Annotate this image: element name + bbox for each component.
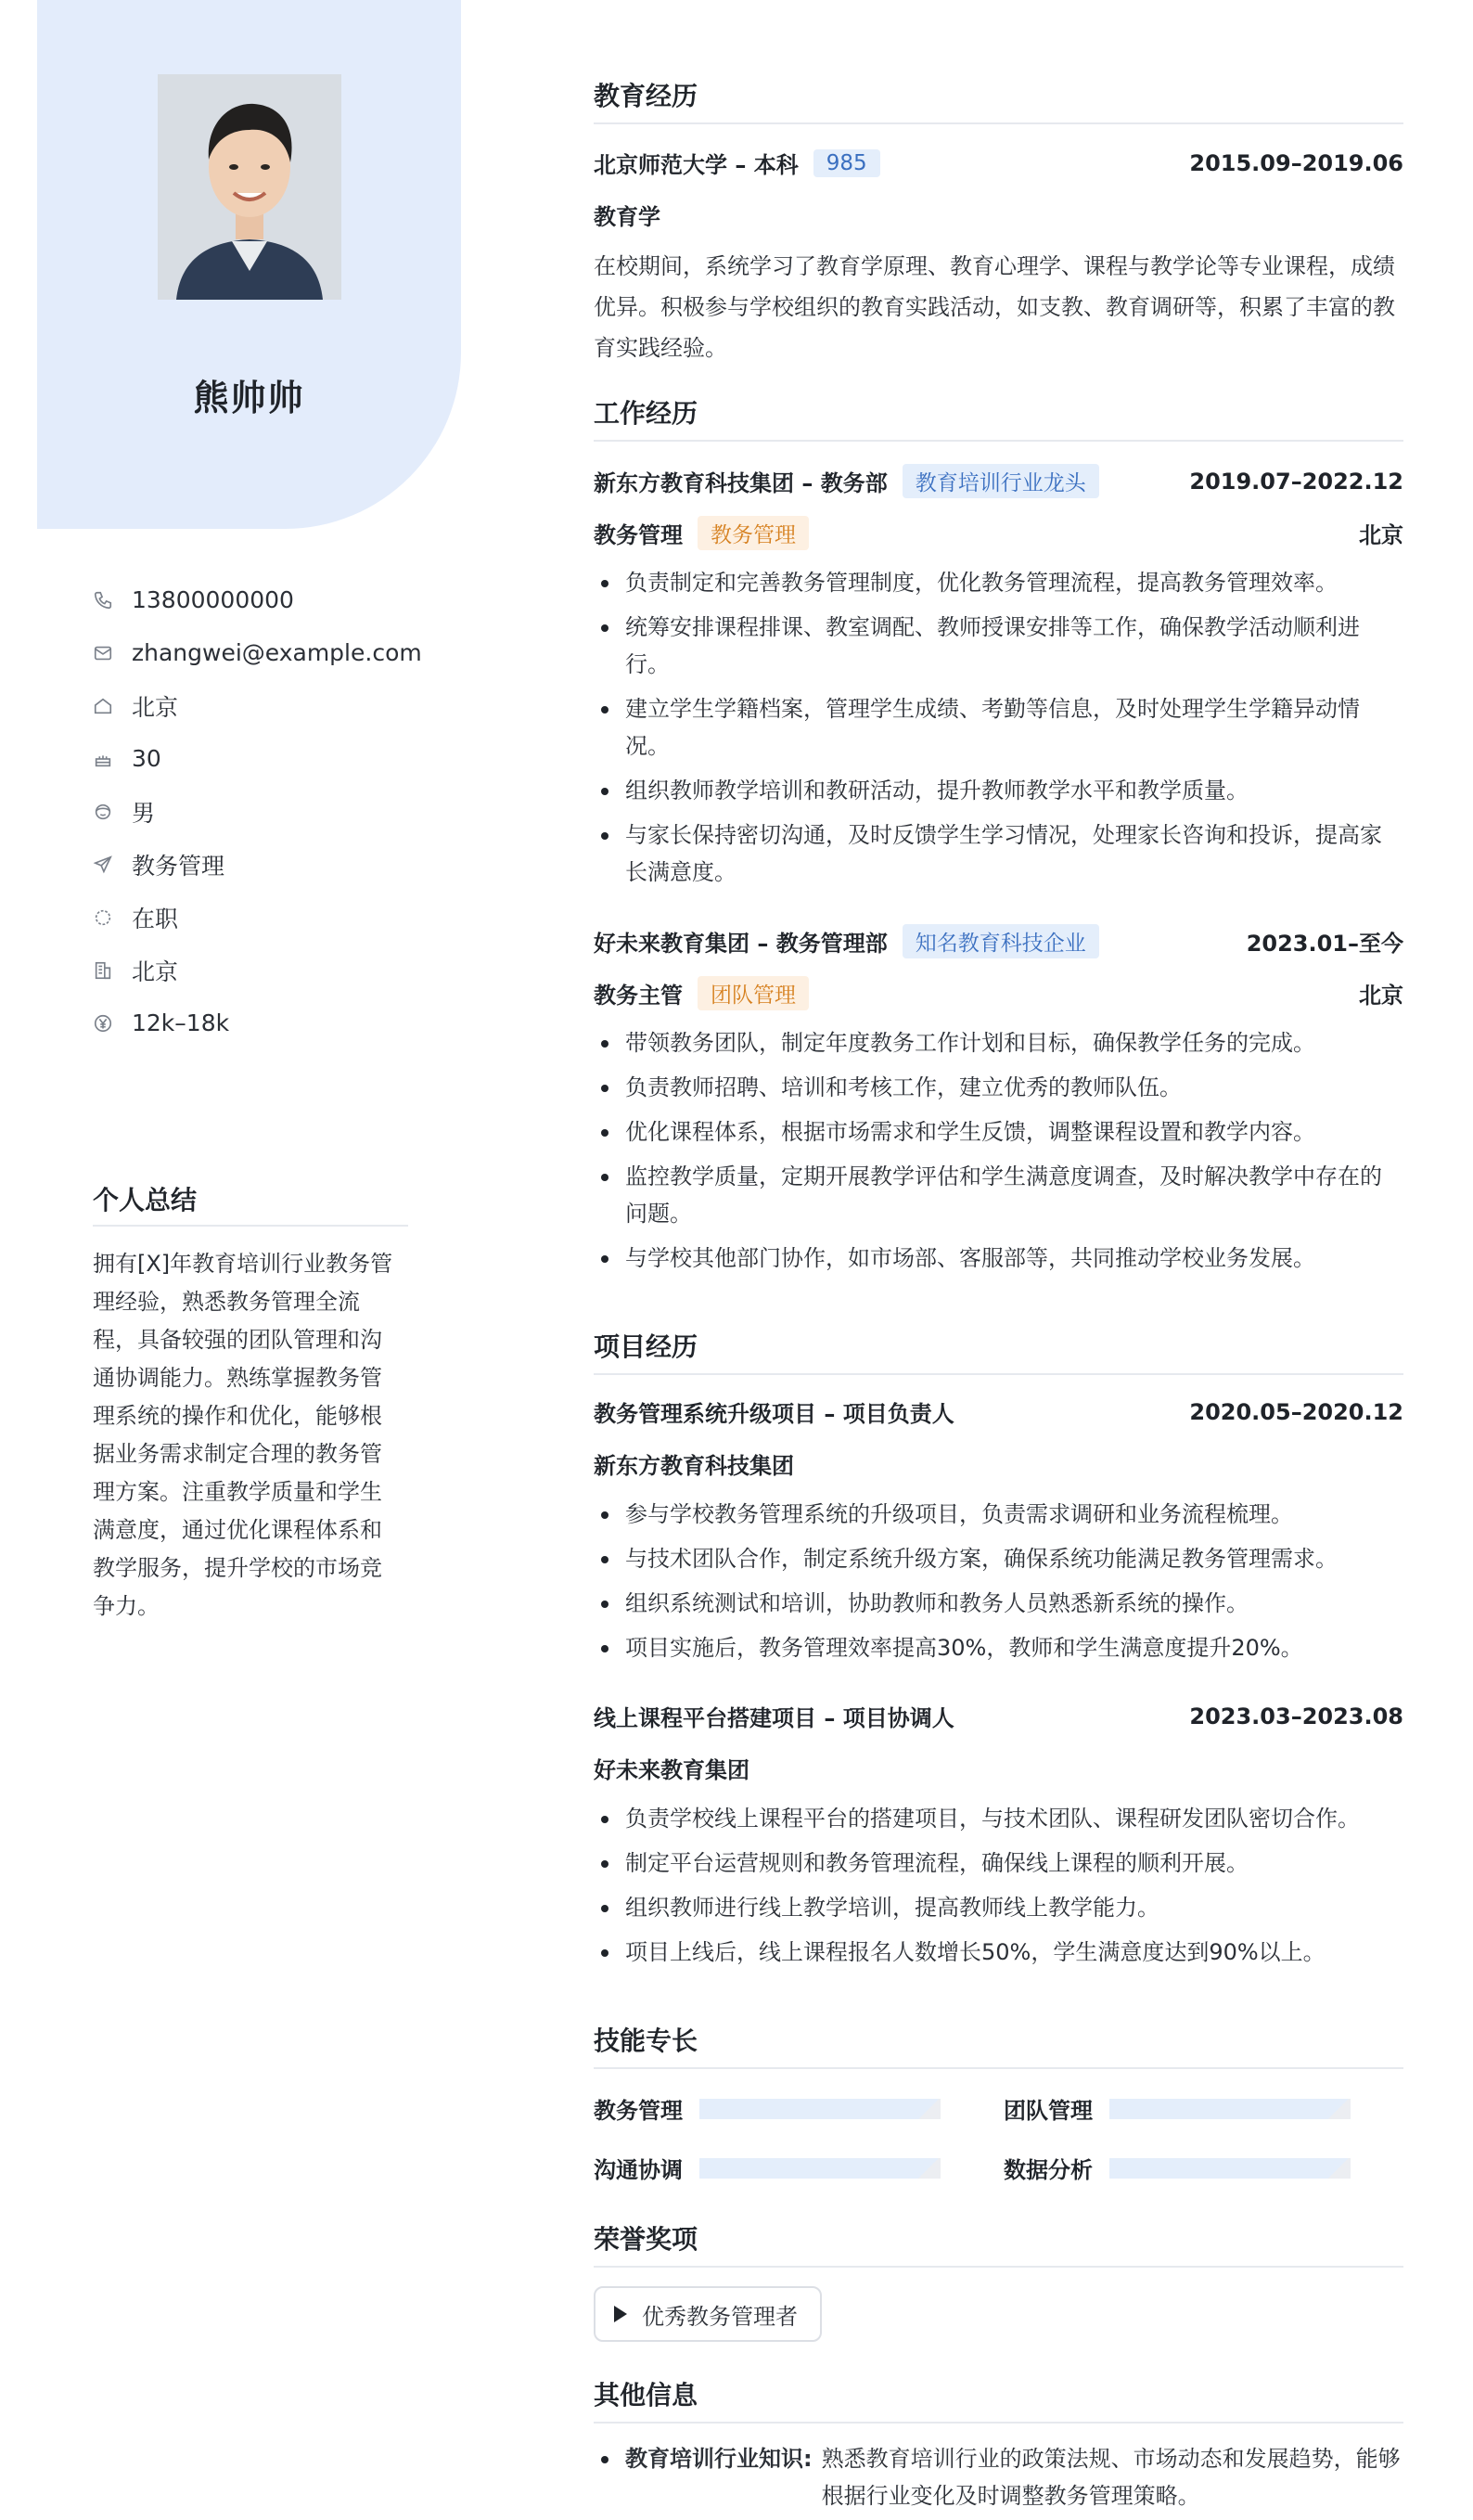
education-title: 教育经历 <box>594 76 1403 124</box>
list-item: 负责学校线上课程平台的搭建项目，与技术团队、课程研发团队密切合作。 <box>594 1800 1403 1837</box>
phone-icon <box>93 590 113 611</box>
contact-list <box>93 573 464 1049</box>
project-name: 教务管理系统升级项目 – 项目负责人 <box>594 1401 954 1427</box>
skills-title: 技能专长 <box>594 2021 1403 2069</box>
other-value: 熟悉教育培训行业的政策法规、市场动态和发展趋势，能够根据行业变化及时调整教务管理策略。 <box>821 2446 1401 2509</box>
project-date: 2023.03–2023.08 <box>1189 1703 1403 1729</box>
project-header <box>594 1700 1403 1732</box>
list-item: 参与学校教务管理系统的升级项目，负责需求调研和业务流程梳理。 <box>594 1496 1403 1533</box>
mail-icon <box>93 643 113 663</box>
job-role-row <box>594 516 1403 550</box>
other-item <box>594 2440 1403 2514</box>
job-company: 新东方教育科技集团 – 教务部 <box>594 470 888 496</box>
sidebar <box>0 0 519 2520</box>
skill-item <box>1004 2092 1351 2125</box>
skill-level-bar <box>699 2158 941 2179</box>
skill-name: 团队管理 <box>1004 2098 1093 2124</box>
skill-name: 沟通协调 <box>594 2157 683 2183</box>
school-name: 北京师范大学 – 本科 <box>594 152 799 178</box>
list-item: 与技术团队合作，制定系统升级方案，确保系统功能满足教务管理需求。 <box>594 1540 1403 1577</box>
contact-text: 12k–18k <box>132 1009 230 1036</box>
contact-salary <box>93 996 464 1049</box>
job-header <box>594 464 1403 498</box>
list-item: 组织教师进行线上教学培训，提高教师线上教学能力。 <box>594 1889 1403 1926</box>
project-org-row <box>594 1447 1403 1480</box>
list-item: 与学校其他部门协作，如市场部、客服部等，共同推动学校业务发展。 <box>594 1240 1403 1277</box>
summary-title: 个人总结 <box>93 1180 408 1227</box>
job-company: 好未来教育集团 – 教务管理部 <box>594 931 888 957</box>
profile-name: 熊帅帅 <box>193 378 305 418</box>
skill-name: 教务管理 <box>594 2098 683 2124</box>
contact-text: 男 <box>132 799 156 827</box>
projects-title: 项目经历 <box>594 1327 1403 1375</box>
contact-email <box>93 626 464 679</box>
other-title: 其他信息 <box>594 2375 1403 2424</box>
summary-text: 拥有[X]年教育培训行业教务管理经验，熟悉教务管理全流程，具备较强的团队管理和沟通协调能力。熟练掌握教务管理系统的操作和优化，能够根据业务需求制定合理的教务管理方案。注重教学质量和学生满意度，通过优化课程体系和教学服务，提升学校的市场竞争力。 <box>93 1251 393 1619</box>
home-icon <box>93 696 113 716</box>
skill-level-bar <box>699 2099 941 2119</box>
job-tag: 知名教育科技企业 <box>903 924 1099 958</box>
work-title: 工作经历 <box>594 393 1403 442</box>
play-icon <box>614 2306 627 2322</box>
skill-item <box>594 2152 941 2184</box>
project-org: 新东方教育科技集团 <box>594 1453 794 1479</box>
send-icon <box>93 855 113 875</box>
education-desc: 在校期间，系统学习了教育学原理、教育心理学、课程与教学论等专业课程，成绩优异。积极参与学校组织的教育实践活动，如支教、教育调研等，积累了丰富的教育实践经验。 <box>594 253 1395 361</box>
job-role: 教务主管 <box>594 983 683 1009</box>
job-header <box>594 924 1403 958</box>
contact-text: 教务管理 <box>132 852 225 880</box>
job-city: 北京 <box>1359 983 1403 1009</box>
bullet-dot <box>601 2456 608 2463</box>
contact-gender <box>93 785 464 838</box>
list-item: 统筹安排课程排课、教室调配、教师授课安排等工作，确保教学活动顺利进行。 <box>594 609 1403 683</box>
skill-level-bar <box>1109 2099 1351 2119</box>
list-item: 组织系统测试和培训，协助教师和教务人员熟悉新系统的操作。 <box>594 1585 1403 1622</box>
job-bullets <box>594 1024 1403 1284</box>
job-role-row <box>594 976 1403 1010</box>
list-item: 负责制定和完善教务管理制度，优化教务管理流程，提高教务管理效率。 <box>594 564 1403 601</box>
project-org-row <box>594 1752 1403 1784</box>
education-major-row <box>594 199 1403 231</box>
avatar <box>158 74 341 300</box>
contact-position <box>93 838 464 891</box>
job-date: 2019.07–2022.12 <box>1189 468 1403 495</box>
contact-text: 13800000000 <box>132 586 294 613</box>
contact-text: zhangwei@example.com <box>132 639 422 666</box>
contact-text: 北京 <box>132 958 179 985</box>
list-item: 组织教师教学培训和教研活动，提升教师教学水平和教学质量。 <box>594 772 1403 809</box>
list-item: 监控教学质量，定期开展教学评估和学生满意度调查，及时解决教学中存在的问题。 <box>594 1158 1403 1232</box>
list-item: 项目实施后，教务管理效率提高30%，教师和学生满意度提升20%。 <box>594 1629 1403 1666</box>
project-header <box>594 1395 1403 1428</box>
face-icon <box>93 802 113 822</box>
cake-icon <box>93 749 113 769</box>
skill-level-bar <box>1109 2158 1351 2179</box>
list-item: 制定平台运营规则和教务管理流程，确保线上课程的顺利开展。 <box>594 1845 1403 1882</box>
job-date: 2023.01–至今 <box>1246 931 1403 957</box>
job-role-tag: 团队管理 <box>698 976 809 1010</box>
project-bullets <box>594 1496 1403 1674</box>
contact-status <box>93 891 464 944</box>
project-bullets <box>594 1800 1403 1978</box>
contact-phone <box>93 573 464 626</box>
school-tag: 985 <box>813 149 880 177</box>
job-bullets <box>594 564 1403 898</box>
list-item: 负责教师招聘、培训和考核工作，建立优秀的教师队伍。 <box>594 1069 1403 1106</box>
education-date: 2015.09–2019.06 <box>1189 149 1403 176</box>
job-tag: 教育培训行业龙头 <box>903 464 1099 498</box>
job-role-tag: 教务管理 <box>698 516 809 550</box>
contact-text: 在职 <box>132 905 179 932</box>
contact-age <box>93 732 464 785</box>
contact-text: 30 <box>132 745 161 772</box>
list-item: 与家长保持密切沟通，及时反馈学生学习情况，处理家长咨询和投诉，提高家长满意度。 <box>594 816 1403 891</box>
award-label: 优秀教务管理者 <box>642 2303 798 2330</box>
list-item: 建立学生学籍档案，管理学生成绩、考勤等信息，及时处理学生学籍异动情况。 <box>594 690 1403 765</box>
project-date: 2020.05–2020.12 <box>1189 1398 1403 1425</box>
awards-title: 荣誉奖项 <box>594 2219 1403 2268</box>
other-key: 教育培训行业知识: <box>625 2446 813 2472</box>
contact-home <box>93 679 464 732</box>
education-major: 教育学 <box>594 204 660 230</box>
status-icon <box>93 907 113 928</box>
skill-item <box>1004 2152 1351 2184</box>
education-header <box>594 147 1403 179</box>
project-name: 线上课程平台搭建项目 – 项目协调人 <box>594 1705 954 1731</box>
job-city: 北京 <box>1359 522 1403 548</box>
list-item: 项目上线后，线上课程报名人数增长50%，学生满意度达到90%以上。 <box>594 1934 1403 1971</box>
skill-item <box>594 2092 941 2125</box>
yen-icon <box>93 1013 113 1034</box>
list-item: 带领教务团队，制定年度教务工作计划和目标，确保教学任务的完成。 <box>594 1024 1403 1061</box>
list-item: 优化课程体系，根据市场需求和学生反馈，调整课程设置和教学内容。 <box>594 1113 1403 1151</box>
contact-city <box>93 944 464 996</box>
skill-name: 数据分析 <box>1004 2157 1093 2183</box>
contact-text: 北京 <box>132 693 179 721</box>
building-icon <box>93 960 113 981</box>
project-org: 好未来教育集团 <box>594 1757 749 1783</box>
award-badge[interactable] <box>594 2286 822 2342</box>
job-role: 教务管理 <box>594 522 683 548</box>
